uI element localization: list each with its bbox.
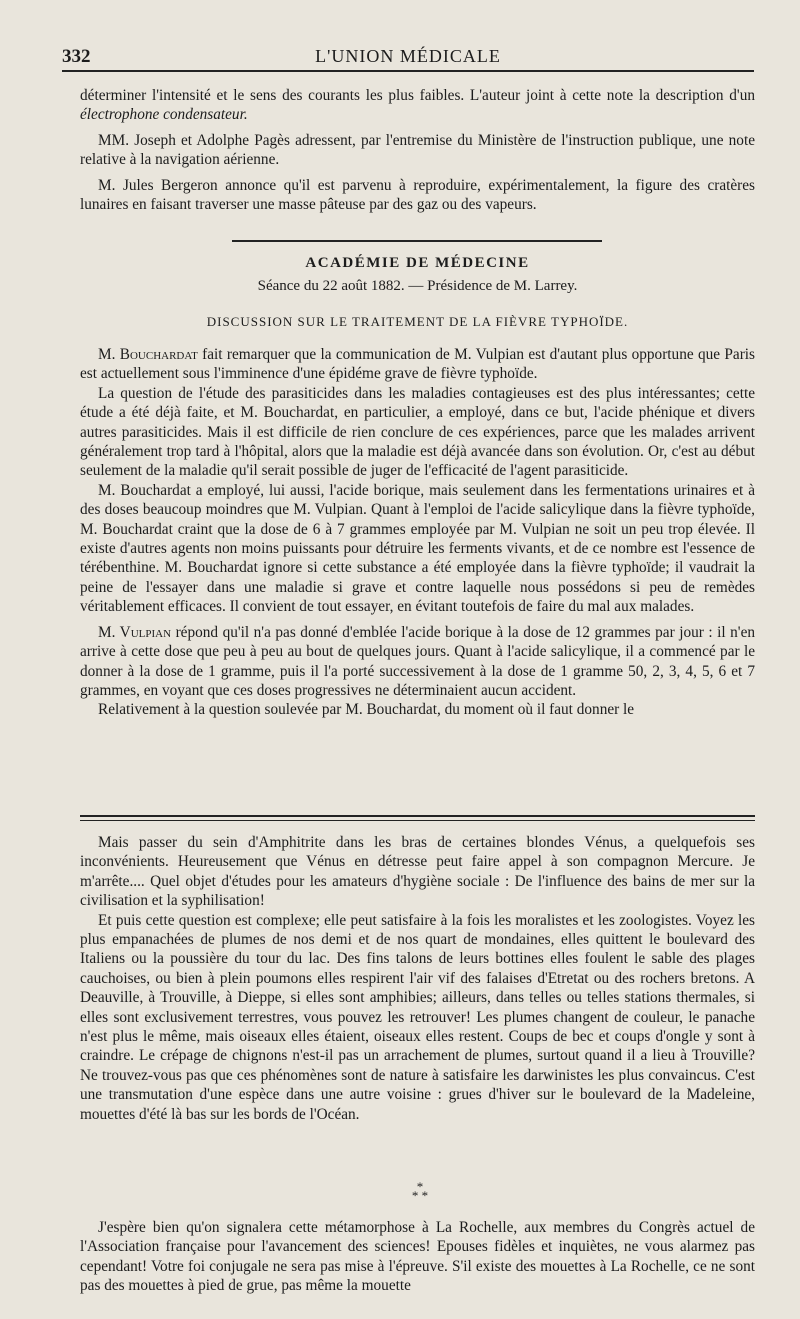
feuilleton-paragraph-2: Et puis cette question est complexe; elle peut satisfaire à la fois les moralistes et les zoologistes. Voyez les plus empanachées de plumes de nos demi et de nos quart de mondaines, elles quittent le boulevard des Italiens ou la poussière du tour du lac. Des fins talons de leurs bottines elles foulent le sable des plages cauchoises, ou bien à plein poumons elles respirent l'air vif des falaises d'Etretat ou des rochers bretons. A Deauville, à Trouville, à Dieppe, si elles sont amphibies; ailleurs, dans telles ou telles stations thermales, si elles sont exclusivement terrestres, vous pouvez les retrouver! Les plumes changent de couleur, le panache n'est plus le même, mais oiseaux elles étaient, oiseaux elles restent. Coups de bec et coups d'ongle y sont à craindre. Le crépage de chignons n'est-il pas un arrachement de plumes, surtout quand il a lieu à Trouville? Ne trouvez-vous pas que ces phénomènes sont de nature à satisfaire les darwinistes les plus convaincus. C'est une transmutation d'une espèce dans une autre voisine : grues d'hiver sur le boulevard de la Madeleine, mouettes d'été là bas sur les bords de l'Océan. xyxy=(80,911,755,1123)
academy-title: ACADÉMIE DE MÉDECINE xyxy=(305,255,530,271)
feuilleton-section xyxy=(80,833,755,1124)
asterism: * * * xyxy=(411,1179,429,1203)
running-title: L'UNION MÉDICALE xyxy=(315,46,501,66)
feuilleton-continued xyxy=(80,1218,755,1296)
feuilleton-divider xyxy=(80,815,755,821)
body-paragraph-3: M. Bouchardat a employé, lui aussi, l'acide borique, mais seulement dans les fermentations urinaires et à des doses beaucoup moindres que M. Vulpian. Quant à l'emploi de l'acide salicylique dans la fièvre typhoïde, M. Bouchardat craint que la dose de 6 à 7 grammes employée par M. Vulpian ne soit un peu trop élevée. Il existe d'autres agents non moins puissants pour détruire les ferments vivants, et de ce nombre est l'essence de térébenthine. M. Bouchardat ignore si cette substance a été employée dans la fièvre typhoïde; il vaudrait la peine de l'essayer dans une maladie si grave et contre laquelle nous possédons si peu de remèdes véritablement efficaces. Il convient de tout essayer, en évitant toutefois de faire du mal aux malades. xyxy=(80,481,755,616)
top-paragraph-1: déterminer l'intensité et le sens des courants les plus faibles. L'auteur joint à cette note la description d'un électrophone condensateur. xyxy=(80,87,755,124)
device-name: électrophone condensateur. xyxy=(80,106,248,124)
section-divider xyxy=(232,240,602,242)
feuilleton-paragraph-3: J'espère bien qu'on signalera cette métamorphose à La Rochelle, aux membres du Congrès actuel de l'Association française pour l'avancement des sciences! Epouses fidèles et inquiètes, ne vous alarmez pas cependant! Votre foi conjugale ne sera pas mise à l'épreuve. S'il existe des mouettes à La Rochelle, ce ne sont pas des mouettes à pied de grue, pas même la mouette xyxy=(80,1219,755,1295)
body-paragraph-2: La question de l'étude des parasiticides dans les maladies contagieuses est des plus intéressantes; cette étude a été déjà faite, et M. Bouchardat, en particulier, a employé, dans ce but, l'acide phénique et divers autres parasiticides. Mais il est difficile de rien conclure de ces expériences, parce que les malades arrivent généralement trop tard à l'hôpital, alors que la maladie est déjà avancée dans son évolution. Or, c'est au début seulement de la maladie qu'il serait possible de juger de l'efficacité de l'agent parasiticide. xyxy=(80,384,755,480)
feuilleton-paragraph-1: Mais passer du sein d'Amphitrite dans les bras de certaines blondes Vénus, a quelquefois ses inconvénients. Heureusement que Vénus en détresse peut faire appel à son compagnon Mercure. Je m'arrête.... Quel objet d'études pour les amateurs d'hygiène sociale : De l'influence des bains de mer sur la civilisation et la syphilisation! xyxy=(80,834,755,910)
body-paragraph-1: M. Bouchardat fait remarquer que la communication de M. Vulpian est d'autant plus opportune que Paris est actuellement sous l'imminence d'une épidéme grave de fièvre typhoïde. xyxy=(80,346,755,383)
academy-body xyxy=(80,345,755,720)
body-paragraph-5: Relativement à la question soulevée par M. Bouchardat, du moment où il faut donner le xyxy=(98,701,635,719)
discussion-title: DISCUSSION SUR LE TRAITEMENT DE LA FIÈVRE TYPHOÏDE. xyxy=(206,314,629,329)
top-section xyxy=(80,86,755,214)
page-number: 332 xyxy=(62,46,91,67)
page-header xyxy=(62,40,754,72)
top-paragraph-3: M. Jules Bergeron annonce qu'il est parvenu à reproduire, expérimentalement, la figure des cratères lunaires en faisant traverser une masse pâteuse par des gaz ou des vapeurs. xyxy=(80,176,755,214)
session-line: Séance du 22 août 1882. — Présidence de M. Larrey. xyxy=(257,278,578,294)
body-paragraph-4: M. Vulpian répond qu'il n'a pas donné d'emblée l'acide borique à la dose de 12 grammes par jour : il n'en arrive à cette dose que peu à peu au bout de quelques jours. Quant à l'acide salicylique, il a commencé par le donner à la dose de 1 gramme, puis il l'a porté successivement à la dose de 1 gramme 50, 2, 3, 4, 5, 6 et 7 grammes, en voyant que ces doses progressives ne déterminaient aucun accident. xyxy=(80,623,756,699)
top-paragraph-2: MM. Joseph et Adolphe Pagès adressent, par l'entremise du Ministère de l'instruction publique, une note relative à la navigation aérienne. xyxy=(80,131,755,169)
